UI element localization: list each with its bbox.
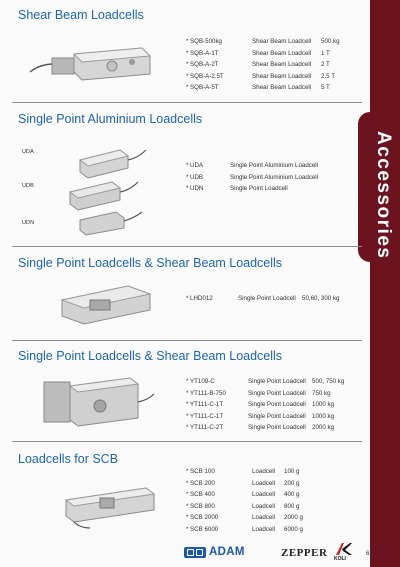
list-item: * SQB-A-5T Shear Beam Loadcell 5 T [186, 84, 330, 91]
section-divider [12, 441, 362, 442]
image-label-uda: UDA [22, 149, 34, 155]
section-title-single-point-shear-beam-1: Single Point Loadcells & Shear Beam Loadcells [18, 256, 283, 270]
spec-list-yt-series [186, 376, 344, 434]
image-label-udn: UDN [22, 220, 35, 226]
scb-loadcell-image [60, 484, 170, 534]
section-title-single-point-aluminium: Single Point Aluminium Loadcells [18, 112, 203, 126]
list-item: * SCB 400 Loadcell 400 g [186, 491, 300, 498]
list-item: * UDN Single Point Loadcell [186, 185, 288, 192]
spec-list-scb [186, 466, 303, 535]
list-item: * YT111-C-1T Single Point Loadcell 1000 kg [186, 401, 335, 408]
adam-logo-icon [184, 547, 206, 558]
list-item: * YT111-B-750 Single Point Loadcell 750 kg [186, 389, 331, 397]
page-number: 61 [366, 551, 373, 557]
list-item: * UDA Single Point Aluminium Loadcell [186, 162, 319, 169]
section-title-shear-beam: Shear Beam Loadcells [18, 8, 144, 22]
spec-list-lhd012 [186, 293, 340, 305]
yt-series-loadcell-image [38, 372, 158, 434]
list-item: * YT111-C-2T Single Point Loadcell 2000 kg [186, 424, 335, 431]
list-item: * SCB 100 Loadcell 100 g [186, 468, 300, 475]
shear-beam-loadcell-image [22, 34, 162, 94]
section-title-scb: Loadcells for SCB [18, 452, 119, 466]
spec-list-shear-beam [186, 36, 340, 94]
list-item: * SCB 2000 Loadcell 2000 g [186, 514, 303, 521]
list-item: * SQB-A-2T Shear Beam Loadcell 2 T [186, 61, 330, 68]
list-item: * SCB 800 Loadcell 800 g [186, 502, 300, 510]
brand-adam: ADAM [209, 546, 245, 558]
list-item: * SCB 6000 Loadcell 6000 g [186, 525, 303, 533]
category-sidebar [370, 0, 400, 567]
aluminium-loadcell-images [66, 136, 166, 236]
sidebar-label: Accessories [373, 130, 394, 260]
list-item: * SQB-A-2.5T Shear Beam Loadcell 2.5 T [186, 72, 335, 80]
list-item: * YT109-C Single Point Loadcell 500, 750 kg [186, 378, 345, 385]
list-item: * SCB 200 Loadcell 200 g [186, 479, 300, 487]
list-item: * SQB-A-1T Shear Beam Loadcell 1 T [186, 49, 330, 57]
brand-zepper: ZEPPER [281, 547, 328, 559]
spec-list-single-point-aluminium [186, 160, 318, 195]
list-item: * YT111-C-1T Single Point Loadcell 1000 kg [186, 412, 335, 420]
section-title-single-point-shear-beam-2: Single Point Loadcells & Shear Beam Loadcells [18, 349, 283, 363]
image-label-udb: UDB [22, 183, 34, 189]
list-item: * UDB Single Point Aluminium Loadcell [186, 173, 319, 181]
lhd012-loadcell-image [58, 280, 158, 328]
brand-koli: KOLI [334, 556, 346, 562]
section-divider [12, 102, 362, 103]
list-item: * LHD012 Single Point Loadcell 50,60, 300 kg [186, 295, 340, 302]
section-divider [12, 340, 362, 341]
list-item: * SQB-500kg Shear Beam Loadcell 500 kg [186, 38, 340, 45]
section-divider [12, 246, 362, 247]
